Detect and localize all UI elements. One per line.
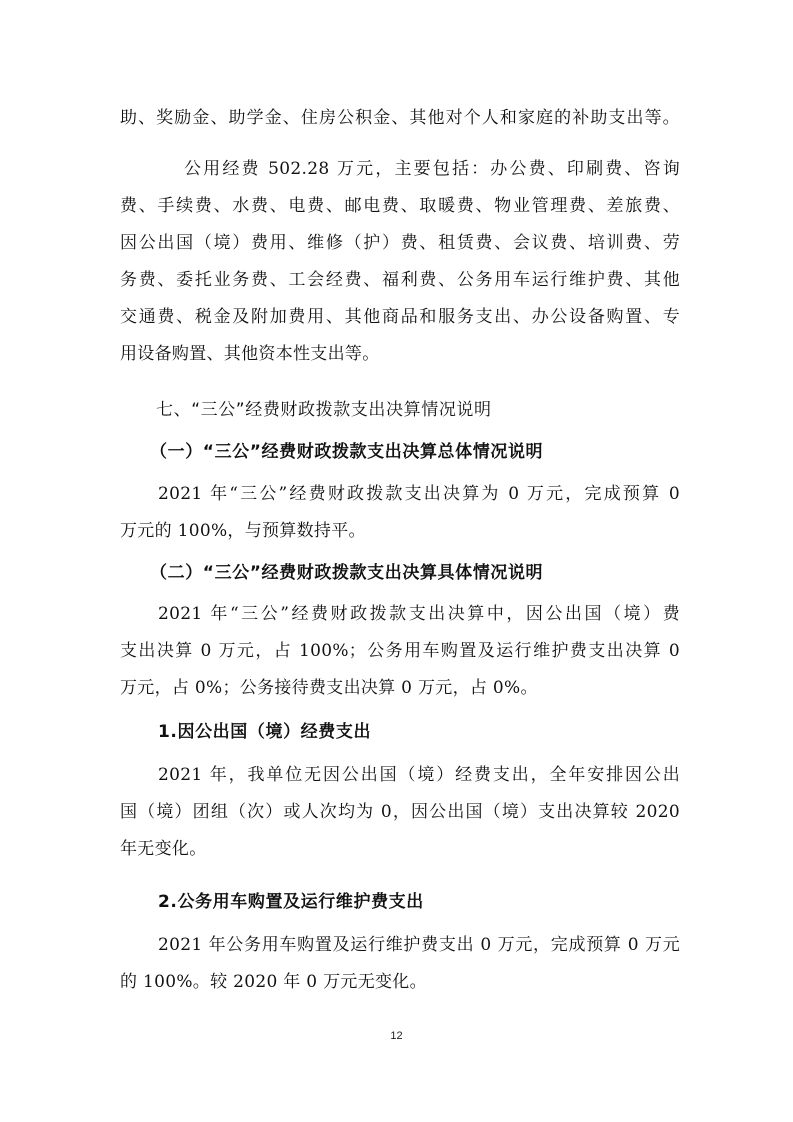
item-heading: 1.因公出国（境）经费支出 <box>158 722 372 742</box>
paragraph-line: 费、手续费、水费、电费、邮电费、取暖费、物业管理费、差旅费、 <box>120 196 680 216</box>
paragraph-line: 2021 年“三公”经费财政拨款支出决算中，因公出国（境）费 <box>158 604 680 624</box>
page-number: 12 <box>390 1030 403 1042</box>
paragraph-line: 2021 年公务用车购置及运行维护费支出 0 万元，完成预算 0 万元 <box>158 935 680 955</box>
paragraph-line: 2021 年“三公”经费财政拨款支出决算为 0 万元，完成预算 0 <box>158 484 680 504</box>
paragraph-line: 助、奖励金、助学金、住房公积金、其他对个人和家庭的补助支出等。 <box>120 108 680 128</box>
paragraph-line: 的 100%。较 2020 年 0 万元无变化。 <box>120 972 427 992</box>
paragraph-line: 务费、委托业务费、工会经费、福利费、公务用车运行维护费、其他 <box>120 270 680 290</box>
subsection-heading: （二）“三公”经费财政拨款支出决算具体情况说明 <box>150 563 544 583</box>
paragraph-line: 交通费、税金及附加费用、其他商品和服务支出、办公设备购置、专 <box>120 307 680 327</box>
paragraph-line: 万元的 100%，与预算数持平。 <box>120 521 366 541</box>
subsection-heading: （一）“三公”经费财政拨款支出决算总体情况说明 <box>150 442 544 462</box>
paragraph-line: 因公出国（境）费用、维修（护）费、租赁费、会议费、培训费、劳 <box>120 233 680 253</box>
section-heading: 七、“三公”经费财政拨款支出决算情况说明 <box>156 400 492 420</box>
item-heading: 2.公务用车购置及运行维护费支出 <box>158 892 424 912</box>
paragraph-line: 用设备购置、其他资本性支出等。 <box>120 344 380 364</box>
paragraph-line: 万元，占 0%；公务接待费支出决算 0 万元，占 0%。 <box>120 678 538 698</box>
paragraph-line: 公用经费 502.28 万元，主要包括：办公费、印刷费、咨询 <box>184 159 680 179</box>
paragraph-line: 年无变化。 <box>120 839 207 859</box>
paragraph-line: 2021 年，我单位无因公出国（境）经费支出，全年安排因公出 <box>158 765 680 785</box>
paragraph-line: 支出决算 0 万元，占 100%；公务用车购置及运行维护费支出决算 0 <box>120 641 680 661</box>
paragraph-line: 国（境）团组（次）或人次均为 0，因公出国（境）支出决算较 2020 <box>120 802 680 822</box>
